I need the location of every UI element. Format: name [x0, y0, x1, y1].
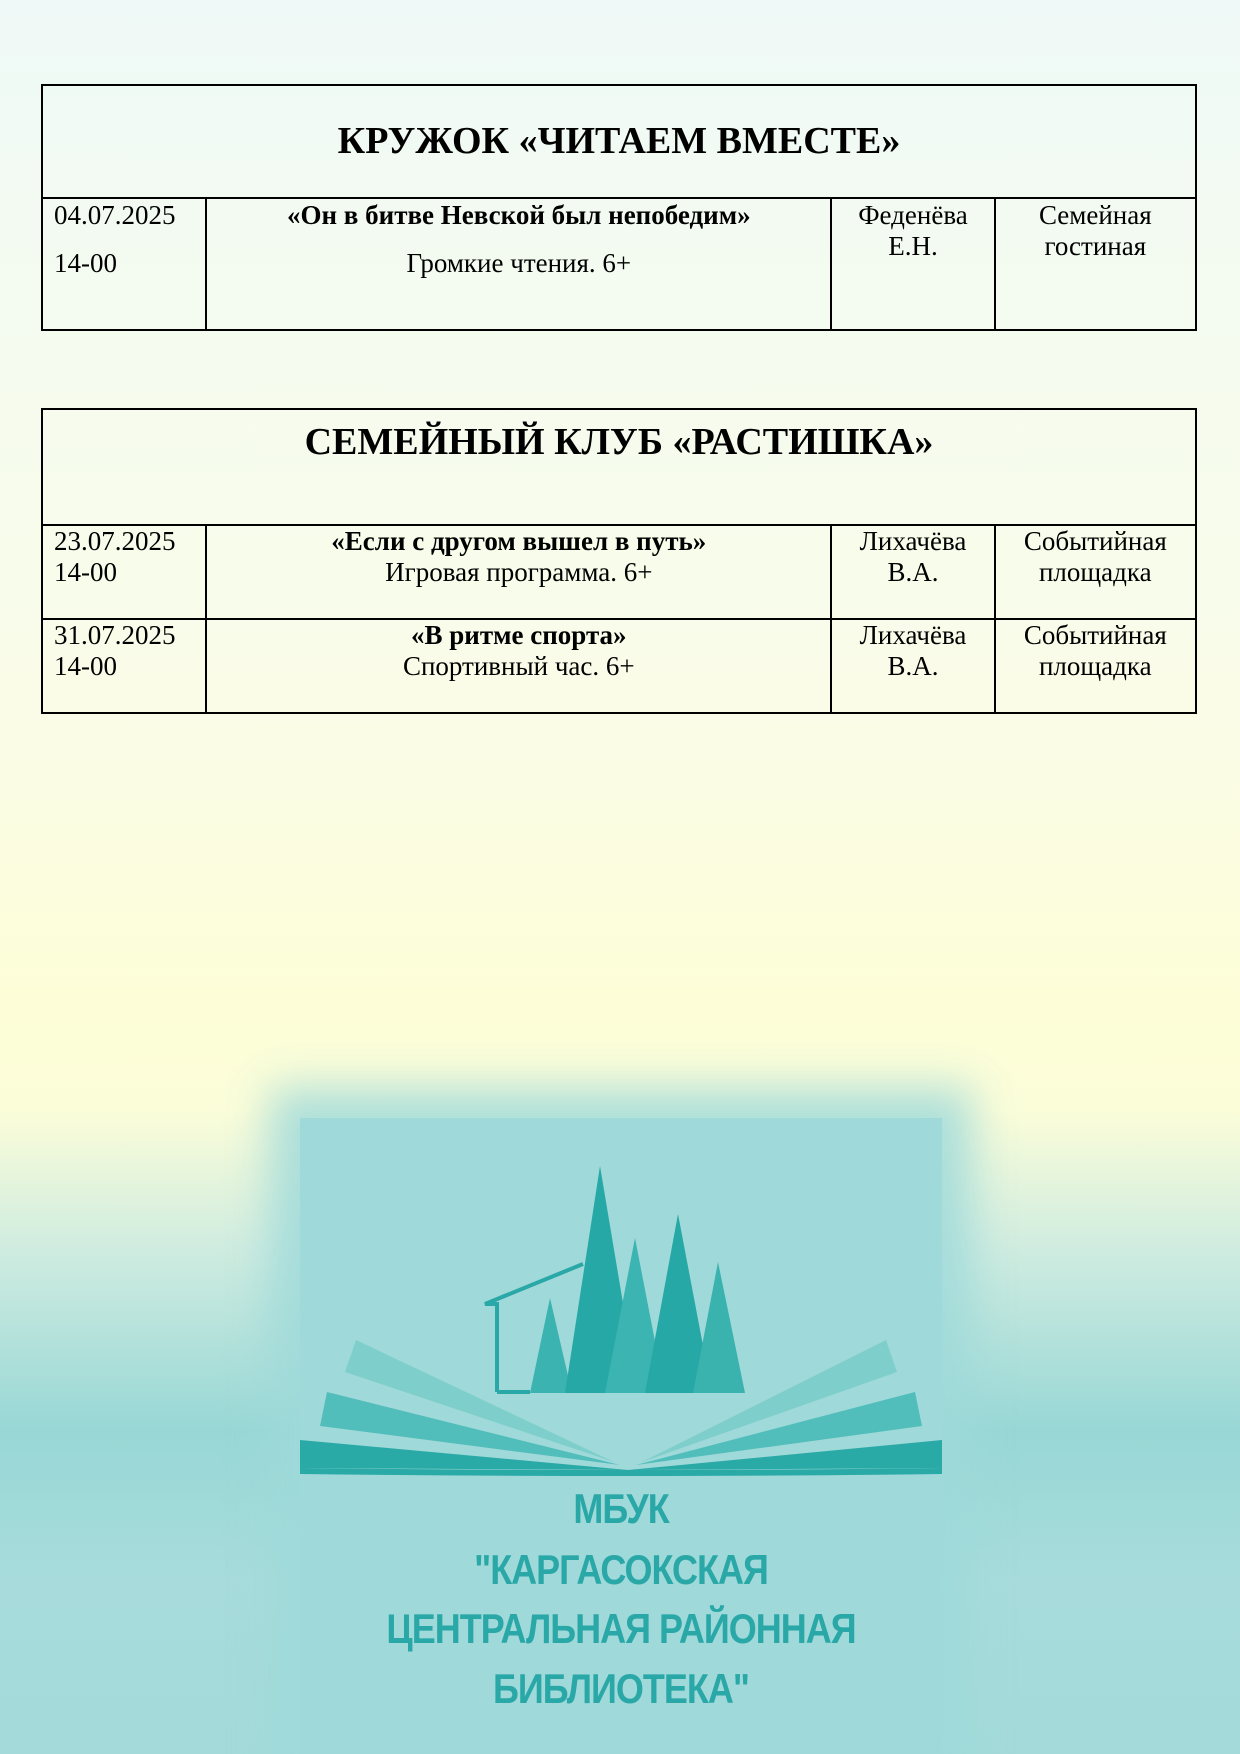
event-time: 14-00: [54, 557, 117, 587]
event-info: [206, 525, 831, 619]
logo-line: "КАРГАСОКСКАЯ: [474, 1545, 768, 1593]
event-name: «Он в битве Невской был непобедим»: [287, 200, 751, 230]
tree-icon: [693, 1262, 745, 1393]
host-surname: Лихачёва: [859, 526, 967, 556]
place-line: гостиная: [1044, 231, 1147, 261]
event-date: 31.07.2025: [54, 620, 176, 650]
event-name: «В ритме спорта»: [411, 620, 627, 650]
event-date: 23.07.2025: [54, 526, 176, 556]
event-info: [206, 619, 831, 713]
book-spine: [300, 1468, 942, 1476]
host-surname: Феденёва: [858, 200, 968, 230]
event-description: Спортивный час. 6+: [402, 651, 635, 681]
host-initials: Е.Н.: [888, 231, 938, 261]
event-place: [995, 525, 1196, 619]
event-place: [995, 198, 1196, 330]
logo-line: ЦЕНТРАЛЬНАЯ РАЙОННАЯ: [386, 1604, 856, 1652]
tree-icon: [530, 1298, 572, 1393]
club-title: СЕМЕЙНЫЙ КЛУБ «РАСТИШКА»: [42, 409, 1196, 525]
event-time: 14-00: [54, 651, 117, 681]
event-row: [42, 198, 1196, 330]
event-datetime: [42, 525, 206, 619]
event-datetime: [42, 619, 206, 713]
family-club-rastishka-table: [41, 408, 1197, 714]
event-date: 04.07.2025: [54, 200, 176, 230]
place-line: Семейная: [1038, 200, 1152, 230]
place-line: площадка: [1038, 651, 1152, 681]
event-datetime: [42, 198, 206, 330]
library-logo: [300, 1118, 942, 1754]
host-surname: Лихачёва: [859, 620, 967, 650]
event-host: [831, 619, 994, 713]
club-title: КРУЖОК «ЧИТАЕМ ВМЕСТЕ»: [42, 85, 1196, 198]
event-name: «Если с другом вышел в путь»: [331, 526, 707, 556]
host-initials: В.А.: [887, 557, 939, 587]
logo-line: БИБЛИОТЕКА": [493, 1664, 749, 1712]
place-line: Событийная: [1023, 620, 1167, 650]
event-info: [206, 198, 831, 330]
place-line: Событийная: [1023, 526, 1167, 556]
event-host: [831, 198, 994, 330]
library-emblem-icon: [300, 1118, 942, 1754]
club-reading-together-table: [41, 84, 1197, 331]
event-time: 14-00: [54, 248, 117, 278]
event-row: [42, 619, 1196, 713]
event-row: [42, 525, 1196, 619]
place-line: площадка: [1038, 557, 1152, 587]
event-place: [995, 619, 1196, 713]
event-host: [831, 525, 994, 619]
event-description: Игровая программа. 6+: [385, 557, 653, 587]
logo-line: МБУК: [573, 1484, 669, 1532]
event-description: Громкие чтения. 6+: [406, 248, 632, 278]
host-initials: В.А.: [887, 651, 939, 681]
